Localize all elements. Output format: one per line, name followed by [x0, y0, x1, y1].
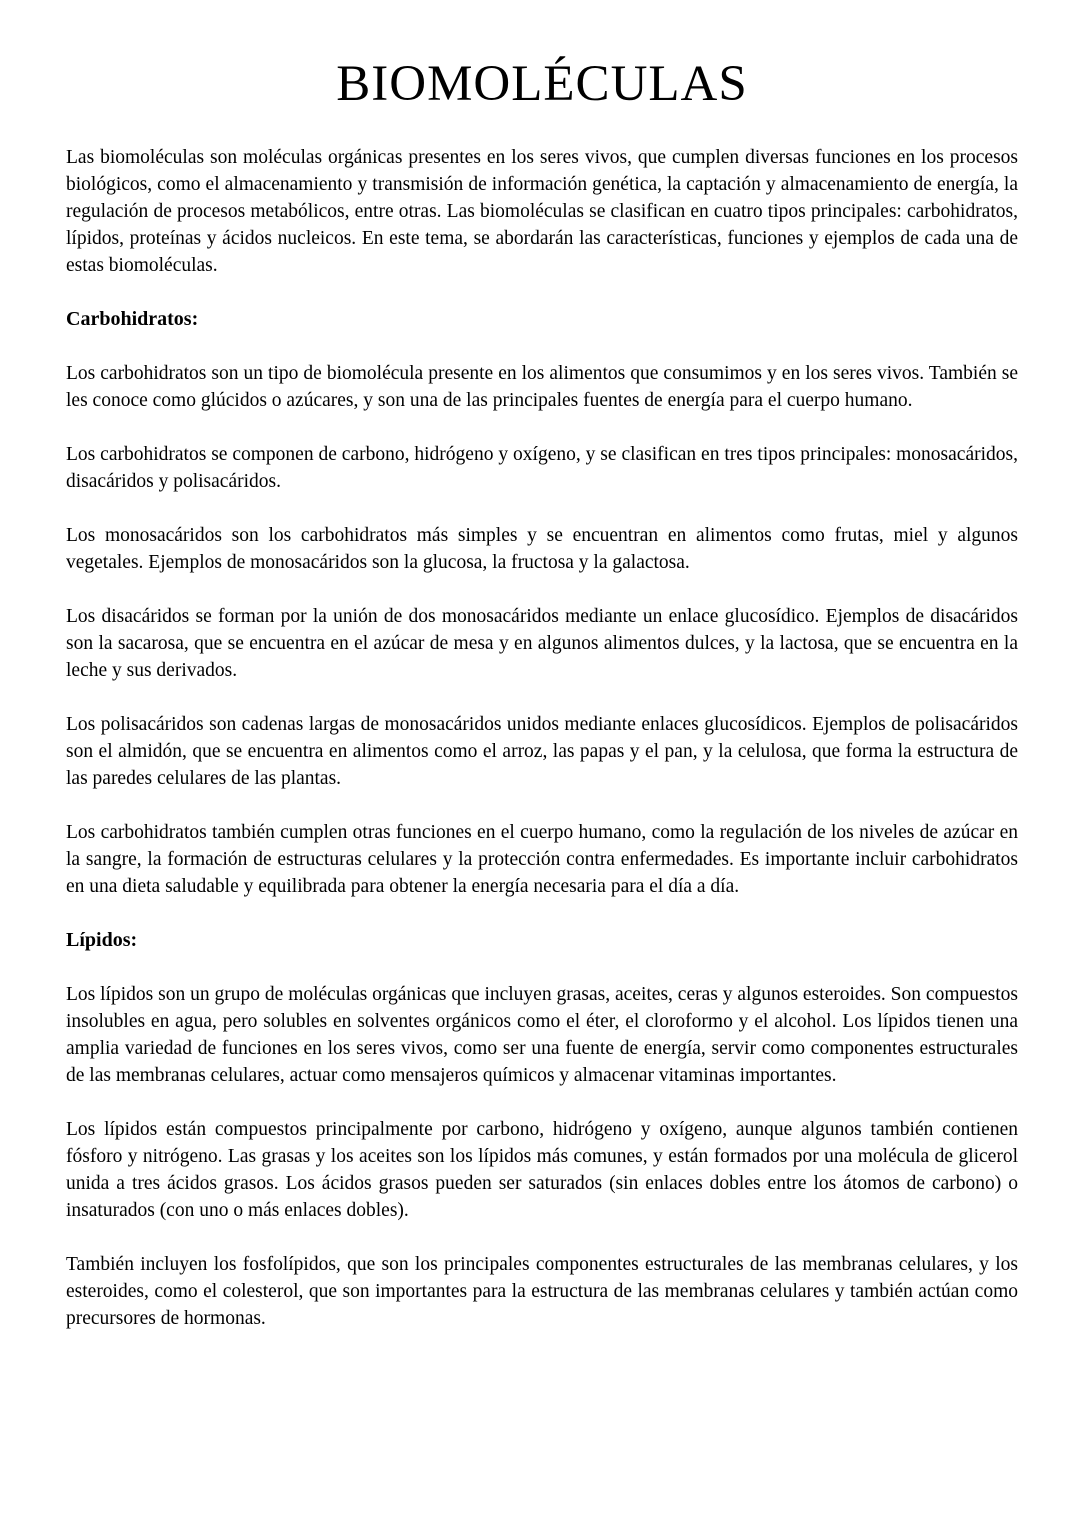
section-heading-carbohidratos: Carbohidratos:: [66, 308, 199, 331]
carbohidratos-paragraph-1: Los carbohidratos son un tipo de biomolécula presente en los alimentos que consumimos y en los seres vivos. También se les conoce como glúcidos o azúcares, y son una de las principales fuentes de energía para el cuerpo humano.: [66, 363, 1018, 412]
carbohidratos-paragraph-4: Los disacáridos se forman por la unión de dos monosacáridos mediante un enlace glucosídico. Ejemplos de disacáridos son la sacarosa, que se encuentra en el azúcar de mesa y en algunos alimentos dulces, y la lactosa, que se encuentra en la leche y sus derivados.: [66, 606, 1018, 682]
section-heading-lipidos: Lípidos:: [66, 929, 138, 952]
carbohidratos-paragraph-3: Los monosacáridos son los carbohidratos más simples y se encuentran en alimentos como frutas, miel y algunos vegetales. Ejemplos de monosacáridos son la glucosa, la fructosa y la galactosa.: [66, 525, 1018, 574]
carbohidratos-paragraph-5: Los polisacáridos son cadenas largas de monosacáridos unidos mediante enlaces glucosídicos. Ejemplos de polisacáridos son el almidón, que se encuentra en alimentos como el arroz, las papas y el pan, y la celulosa, que forma la estructura de las paredes celulares de las plantas.: [66, 714, 1018, 790]
lipidos-paragraph-3: También incluyen los fosfolípidos, que son los principales componentes estructurales de las membranas celulares, y los esteroides, como el colesterol, que son importantes para la estructura de las membranas celulares y también actúan como precursores de hormonas.: [66, 1254, 1018, 1330]
lipidos-paragraph-1: Los lípidos son un grupo de moléculas orgánicas que incluyen grasas, aceites, ceras y algunos esteroides. Son compuestos insolubles en agua, pero solubles en solventes orgánicos como el éter, el cloroformo y el alcohol. Los lípidos tienen una amplia variedad de funciones en los seres vivos, como ser una fuente de energía, servir como componentes estructurales de las membranas celulares, actuar como mensajeros químicos y almacenar vitaminas importantes.: [66, 984, 1018, 1087]
carbohidratos-paragraph-6: Los carbohidratos también cumplen otras funciones en el cuerpo humano, como la regulación de los niveles de azúcar en la sangre, la formación de estructuras celulares y la protección contra enfermedades. Es importante incluir carbohidratos en una dieta saludable y equilibrada para obtener la energía necesaria para el día a día.: [66, 822, 1018, 898]
page-title: BIOMOLÉCULAS: [336, 56, 748, 112]
intro-paragraph: Las biomoléculas son moléculas orgánicas presentes en los seres vivos, que cumplen diversas funciones en los procesos biológicos, como el almacenamiento y transmisión de información genética, la captación y almacenamiento de energía, la regulación de procesos metabólicos, entre otras. Las biomoléculas se clasifican en cuatro tipos principales: carbohidratos, lípidos, proteínas y ácidos nucleicos. En este tema, se abordarán las características, funciones y ejemplos de cada una de estas biomoléculas.: [66, 147, 1018, 277]
carbohidratos-paragraph-2: Los carbohidratos se componen de carbono, hidrógeno y oxígeno, y se clasifican en tres tipos principales: monosacáridos, disacáridos y polisacáridos.: [66, 444, 1018, 493]
lipidos-paragraph-2: Los lípidos están compuestos principalmente por carbono, hidrógeno y oxígeno, aunque algunos también contienen fósforo y nitrógeno. Las grasas y los aceites son los lípidos más comunes, y están formados por una molécula de glicerol unida a tres ácidos grasos. Los ácidos grasos pueden ser saturados (sin enlaces dobles entre los átomos de carbono) o insaturados (con uno o más enlaces dobles).: [66, 1119, 1018, 1222]
